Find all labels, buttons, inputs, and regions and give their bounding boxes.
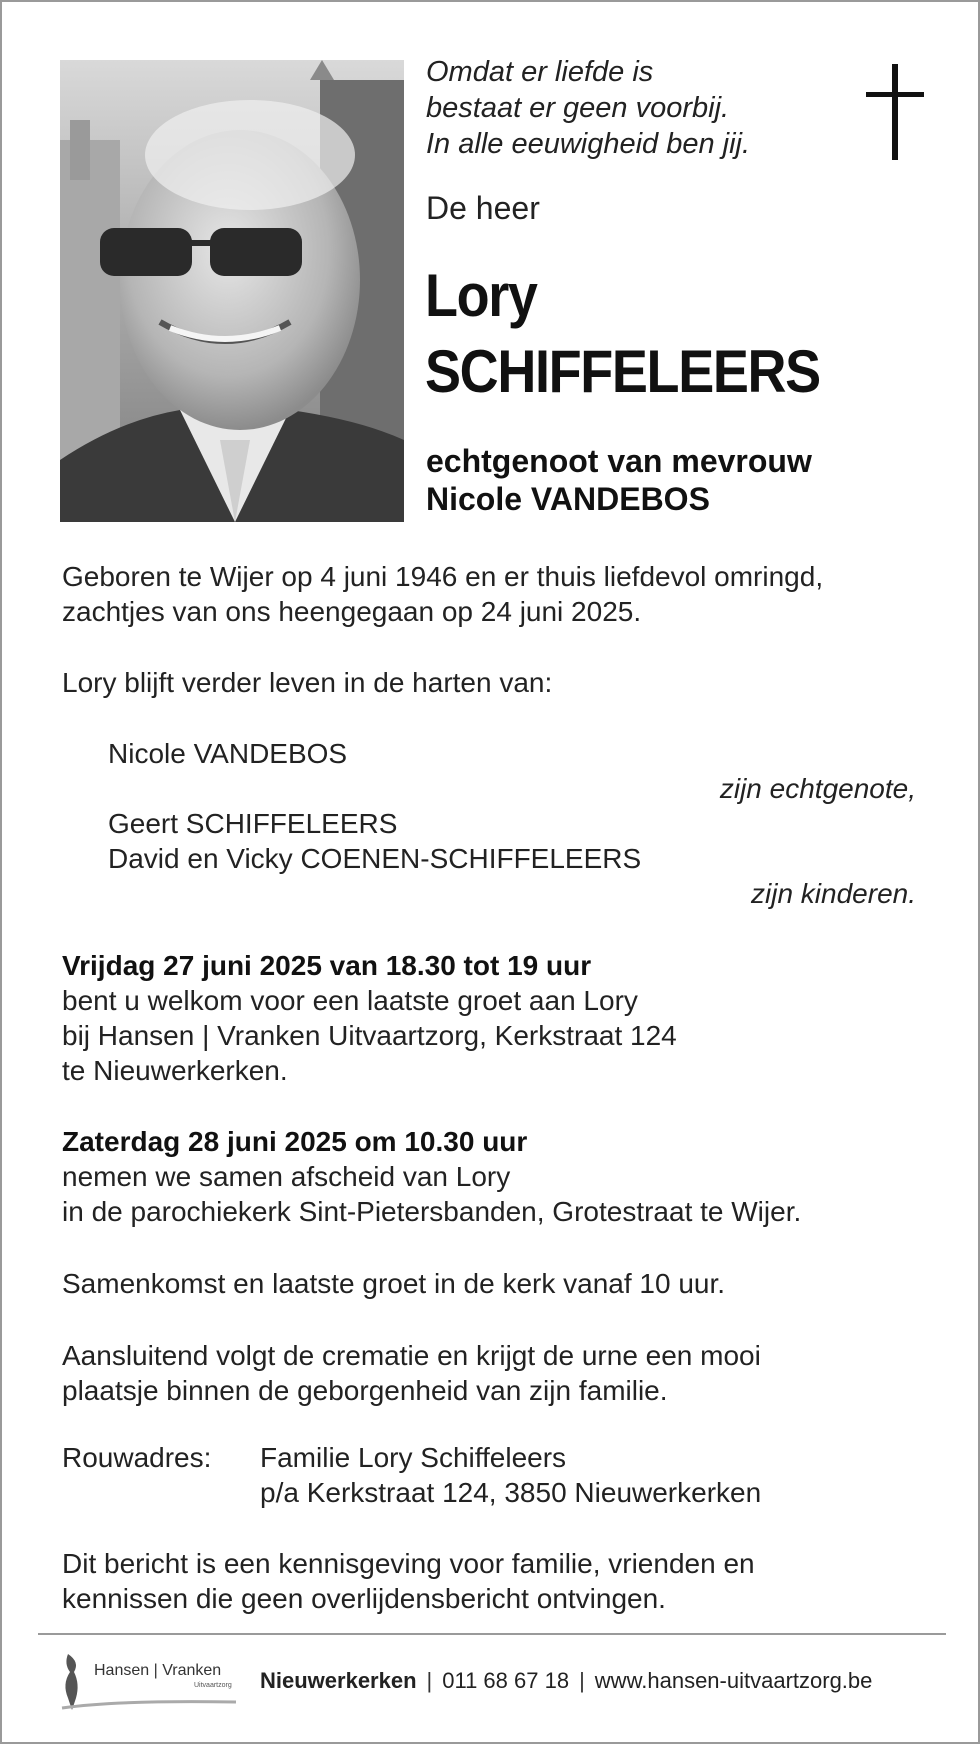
survivor-spouse: Nicole VANDEBOS bbox=[108, 738, 348, 769]
notice-line: kennissen die geen overlijdensbericht ontvingen. bbox=[62, 1583, 666, 1614]
footer-separator: | bbox=[579, 1668, 585, 1693]
survivor-spouse-role: zijn echtgenote, bbox=[719, 773, 916, 804]
visitation-date-text: Vrijdag 27 juni 2025 van 18.30 tot 19 uur bbox=[62, 950, 592, 981]
poem-line: Omdat er liefde is bbox=[426, 56, 654, 88]
visitation-line: te Nieuwerkerken. bbox=[62, 1055, 288, 1086]
funeral-home-logo bbox=[58, 1650, 238, 1714]
logo-text: Hansen | Vranken bbox=[94, 1662, 222, 1679]
address-label: Rouwadres: bbox=[62, 1442, 212, 1473]
cross-icon bbox=[866, 64, 924, 160]
address-line: Familie Lory Schiffeleers bbox=[260, 1442, 567, 1473]
last-name: SCHIFFELEERS bbox=[425, 338, 820, 405]
survivor-child: Geert SCHIFFELEERS bbox=[108, 808, 398, 839]
cremation-line: plaatsje binnen de geborgenheid van zijn familie. bbox=[62, 1375, 668, 1406]
birth-line: Geboren te Wijer op 4 juni 1946 en er thuis liefdevol omringd, bbox=[62, 561, 824, 592]
survivor-child: David en Vicky COENEN-SCHIFFELEERS bbox=[108, 843, 642, 874]
poem-line: In alle eeuwigheid ben jij. bbox=[426, 128, 751, 160]
spouse-relation bbox=[426, 442, 812, 518]
survivors-intro: Lory blijft verder leven in de harten van: bbox=[62, 667, 553, 698]
gathering-line: Samenkomst en laatste groet in de kerk vanaf 10 uur. bbox=[62, 1268, 726, 1299]
funeral-line: in de parochiekerk Sint-Pietersbanden, Grotestraat te Wijer. bbox=[62, 1196, 802, 1227]
spouse-line: echtgenoot van mevrouw bbox=[426, 443, 812, 479]
deceased-name bbox=[425, 258, 820, 410]
poem-line: bestaat er geen voorbij. bbox=[426, 92, 730, 124]
footer-phone[interactable]: 011 68 67 18 bbox=[442, 1668, 570, 1693]
spouse-name: Nicole VANDEBOS bbox=[426, 481, 710, 517]
visitation-line: bent u welkom voor een laatste groet aan Lory bbox=[62, 985, 638, 1016]
footer-contact bbox=[260, 1668, 872, 1694]
honorific: De heer bbox=[426, 190, 540, 226]
poem-verse bbox=[426, 54, 846, 162]
footer-divider bbox=[38, 1633, 946, 1635]
funeral-date bbox=[62, 1124, 527, 1159]
funeral-line: nemen we samen afscheid van Lory bbox=[62, 1161, 511, 1192]
footer-separator: | bbox=[426, 1668, 433, 1693]
funeral-date-text: Zaterdag 28 juni 2025 om 10.30 uur bbox=[62, 1126, 528, 1157]
visitation-line: bij Hansen | Vranken Uitvaartzorg, Kerkstraat 124 bbox=[62, 1020, 677, 1051]
notice-line: Dit bericht is een kennisgeving voor familie, vrienden en bbox=[62, 1548, 755, 1579]
portrait-photo bbox=[60, 60, 404, 522]
address-line: p/a Kerkstraat 124, 3850 Nieuwerkerken bbox=[260, 1477, 762, 1508]
survivor-children-role: zijn kinderen. bbox=[751, 878, 916, 909]
first-name: Lory bbox=[425, 262, 537, 329]
footer-town: Nieuwerkerken bbox=[260, 1668, 417, 1693]
visitation-date bbox=[62, 948, 591, 983]
death-line: zachtjes van ons heengegaan op 24 juni 2025. bbox=[62, 596, 642, 627]
logo-subtext: Uitvaartzorg bbox=[194, 1682, 232, 1689]
footer-website-link[interactable]: www.hansen-uitvaartzorg.be bbox=[594, 1668, 873, 1693]
cremation-line: Aansluitend volgt de crematie en krijgt de urne een mooi bbox=[62, 1340, 761, 1371]
